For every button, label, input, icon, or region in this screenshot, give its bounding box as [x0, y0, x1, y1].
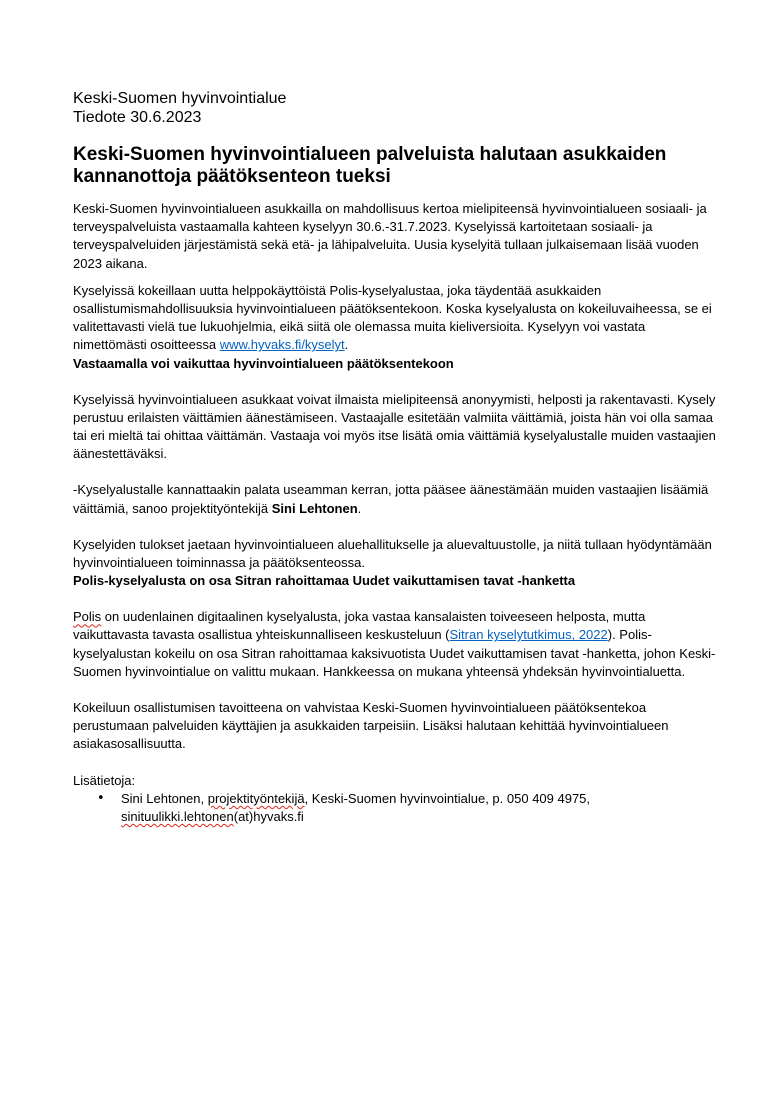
section1-paragraph: Kyselyissä hyvinvointialueen asukkaat voivat ilmaista mielipiteensä anonyymisti, helposti ja rakentavasti. Kysely perustuu erilaisten väittämien äänestämiseen. Vastaajalle esitetään valmiita väittämiä, joista hän voi olla samaa tai eri mieltä tai ohittaa väittämän. Vastaaja voi myös itse lisätä omia väittämiä kyselyalustalle muiden vastaajien äänestettäväksi. — [73, 391, 716, 462]
intro-text: Kyselyissä kokeillaan uutta helppokäyttöistä Polis-kyselyalustaa, joka täydentää asukkaiden osallistumismahdollisuuksia hyvinvointialueen päätöksentekoon. Koska kyselyalusta on kokeiluvaiheessa, se ei valitettavasti vielä tue lukuohjelmia, eikä siitä ole olemassa muita kieliversioita. Kyselyyn voi vastata nimettömästi osoitteessa — [73, 282, 712, 353]
quote-end: . — [357, 500, 362, 516]
polis-word: Polis — [73, 609, 102, 625]
sitra-survey-link[interactable]: Sitran kyselytutkimus, 2022 — [449, 627, 608, 643]
goal-paragraph: Kokeiluun osallistumisen tavoitteena on vahvistaa Keski-Suomen hyvinvointialueen päätöksentekoa perustumaan palveluiden käyttäjien ja asukkaiden tarpeisiin. Lisäksi halutaan kehittää hyvinvointialueen asiakasosallisuutta. — [73, 700, 669, 752]
polis-text-a: on uudenlainen digitaalinen kyselyalusta, joka vastaa kansalaisten toiveeseen helposta, mutta vaikuttavasta tavasta osallistua yhteiskunnalliseen keskusteluun ( — [73, 609, 646, 643]
release-date: Tiedote 30.6.2023 — [73, 109, 202, 126]
headline: Keski-Suomen hyvinvointialueen palveluista halutaan asukkaiden kannanottoja päätöksenteon tueksi — [73, 144, 667, 187]
contact-name: Sini Lehtonen, — [121, 790, 208, 806]
intro-end: . — [344, 337, 349, 353]
lead-paragraph: Keski-Suomen hyvinvointialueen asukkailla on mahdollisuus kertoa mielipiteensä hyvinvointialueen sosiaali- ja terveyspalveluista vastaamalla kahteen kyselyyn 30.6.-31.7.2023. Kyselyissä kartoitetaan sosiaali- ja terveyspalveluiden järjestämistä sekä etä- ja lähipalveluita. Uusia kyselyitä tullaan julkaisemaan lisää vuoden 2023 aikana. — [73, 201, 707, 271]
contact-email-domain: (at)hyvaks.fi — [233, 809, 304, 825]
contact-details: , Keski-Suomen hyvinvointialue, p. 050 409 4975, — [304, 790, 591, 806]
intro-paragraph — [73, 282, 721, 355]
section1-heading: Vastaamalla voi vaikuttaa hyvinvointialueen päätöksentekoon — [73, 355, 454, 371]
contact-email-user: sinituulikki.lehtonen — [121, 809, 234, 825]
contact-item — [73, 790, 721, 826]
survey-link[interactable]: www.hyvaks.fi/kyselyt — [219, 337, 345, 353]
contact-list — [73, 790, 721, 826]
organization-name: Keski-Suomen hyvinvointialue — [73, 90, 287, 107]
polis-paragraph — [73, 608, 721, 681]
press-release-page — [73, 89, 721, 826]
contact-label: Lisätietoja: — [73, 772, 136, 788]
quote-paragraph — [73, 481, 721, 517]
quote-name: Sini Lehtonen — [271, 500, 358, 516]
quote-text: -Kyselyalustalle kannattaakin palata useamman kerran, jotta pääsee äänestämään muiden vastaajien lisäämiä väittämiä, sanoo projektityöntekijä — [73, 482, 709, 516]
results-paragraph: Kyselyiden tulokset jaetaan hyvinvointialueen aluehallitukselle ja aluevaltuustolle, ja niitä tullaan hyödyntämään hyvinvointialueen toiminnassa ja päätöksenteossa. — [73, 536, 712, 571]
polis-text-b: ). Polis-kyselyalustan kokeilu on osa Sitran rahoittamaa kaksivuotista Uudet vaikuttamisen tavat -hanketta, johon Keski-Suomen hyvinvointialue on valittu mukaan. Hankkeessa on mukana yhteensä yhdeksän hyvinvointialuetta. — [73, 627, 716, 679]
bullet-icon: • — [97, 790, 105, 806]
section2-heading: Polis-kyselyalusta on osa Sitran rahoittamaa Uudet vaikuttamisen tavat -hanketta — [73, 573, 576, 589]
contact-role: projektityöntekijä — [207, 790, 305, 806]
